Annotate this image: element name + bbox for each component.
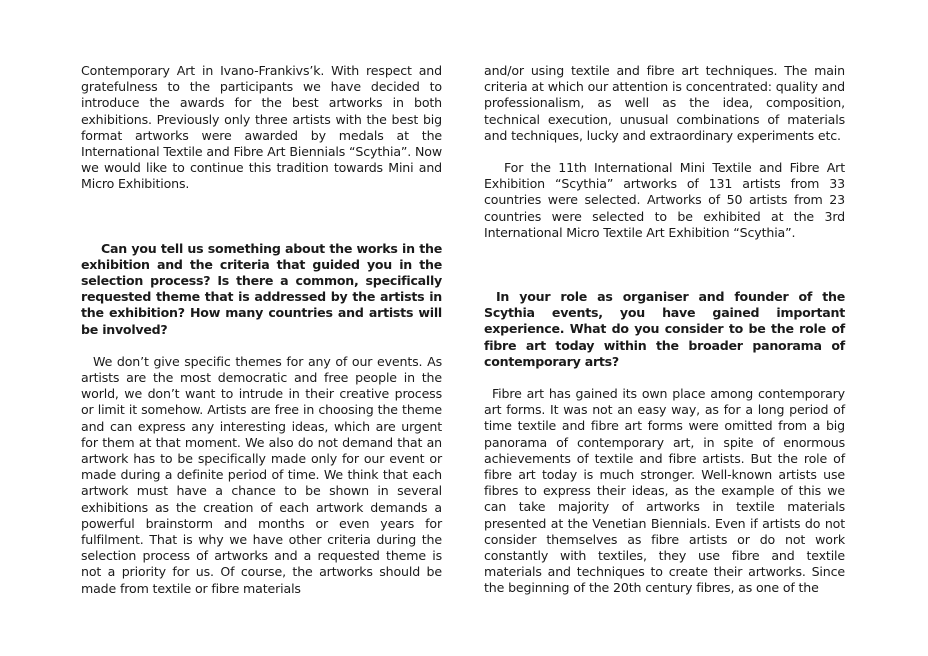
left-column bbox=[81, 63, 442, 597]
paragraph-awards-intro: Contemporary Art in Ivano-Frankivs’k. With respect and gratefulness to the participants we have decided to introduce the awards for the best artworks in both exhibitions. Previously only three artists with the best big format artworks were awarded by medals at the International Textile and Fibre Art Biennials “Scythia”. Now we would like to continue this tradition towards Mini and Micro Exhibitions. bbox=[81, 63, 442, 192]
interview-answer-criteria: We don’t give specific themes for any of our events. As artists are the most democratic and free people in the world, we don’t want to intrude in their creative process or limit it somehow. Artists are free in choosing the theme and can express any interesting ideas, which are urgent for them at that moment. We also do not demand that an artwork has to be specifically made only for our event or made during a definite period of time. We think that each artwork must have a chance to be shown in several exhibitions as the creation of each artwork demands a powerful brainstorm and months or even years for fulfilment. That is why we have other criteria during the selection process of artworks and a requested theme is not a priority for us. Of course, the artworks should be made from textile or fibre materials bbox=[81, 353, 442, 596]
interview-question-fibre-art-role: In your role as organiser and founder of the Scythia events, you have gained important experience. What do you consider to be the role of fibre art today within the broader panorama of contemporary arts? bbox=[484, 289, 845, 369]
paragraph-exhibition-stats: For the 11th International Mini Textile and Fibre Art Exhibition “Scythia” artworks of 131 artists from 33 countries were selected. Artworks of 50 artists from 23 countries were selected to be exhibited at the 3rd International Micro Textile Art Exhibition “Scythia”. bbox=[484, 160, 845, 240]
interview-question-criteria: Can you tell us something about the works in the exhibition and the criteria that guided you in the selection process? Is there a common, specifically requested theme that is addressed by the artists in the exhibition? How many countries and artists will be involved? bbox=[81, 240, 442, 337]
interview-answer-fibre-art-role: Fibre art has gained its own place among contemporary art forms. It was not an easy way, as for a long period of time textile and fibre art forms were omitted from a big panorama of contemporary art, in spite of enormous achievements of textile and fibre artists. But the role of fibre art today is much stronger. Well-known artists use fibres to express their ideas, as the example of this we can take majority of artworks in textile materials presented at the Venetian Biennials. Even if artists do not consider themselves as fibre artists or do not work constantly with textiles, they use fibre and textile materials and techniques to create their artworks. Since the beginning of the 20th century fibres, as one of the bbox=[484, 386, 845, 596]
right-column bbox=[484, 63, 845, 597]
paragraph-criteria-continued: and/or using textile and fibre art techniques. The main criteria at which our attention is concentrated: quality and professionalism, as well as the idea, composition, technical execution, unusual combinations of materials and techniques, lucky and extraordinary experiments etc. bbox=[484, 63, 845, 143]
